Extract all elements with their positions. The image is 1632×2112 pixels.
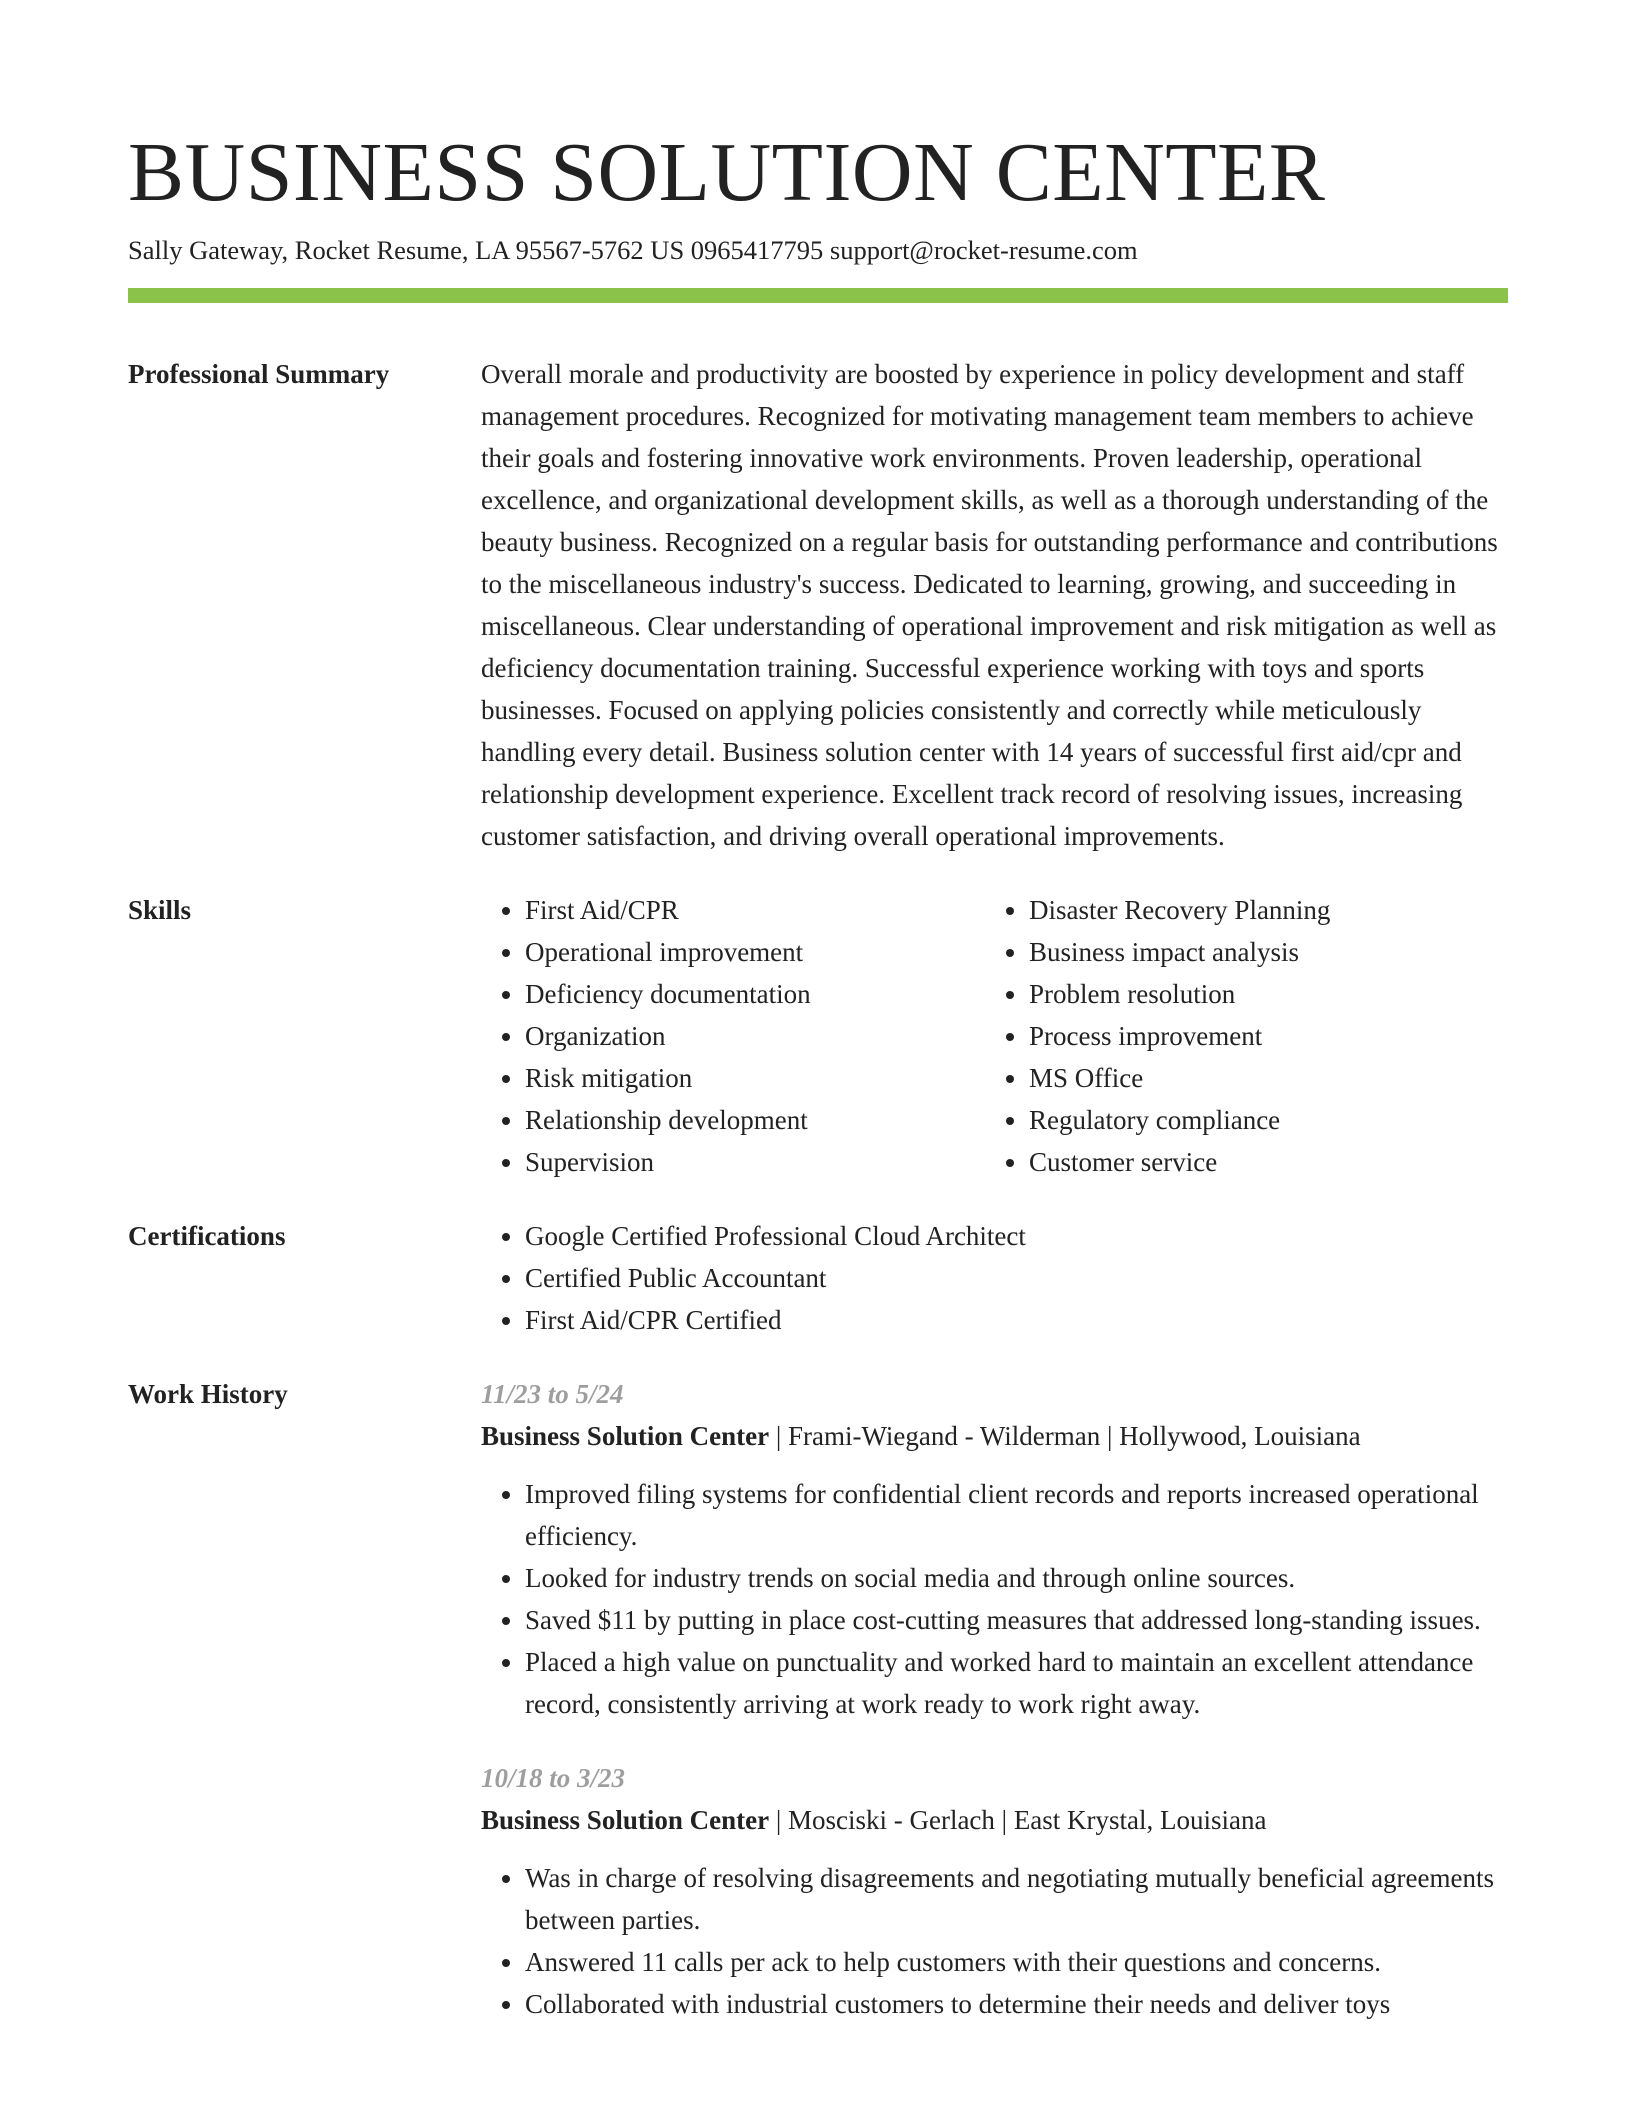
job-employer-location: | Mosciski - Gerlach | East Krystal, Louisiana	[769, 1805, 1267, 1835]
skill-item: • First Aid/CPR	[525, 889, 985, 931]
skills-list-right	[985, 889, 1529, 1183]
job-bullet: • Was in charge of resolving disagreements and negotiating mutually beneficial agreements between parties.	[525, 1857, 1508, 1941]
contact-line: Sally Gateway, Rocket Resume, LA 95567-5762 US 0965417795 support@rocket-resume.com	[128, 235, 1138, 265]
accent-rule	[128, 288, 1508, 303]
job-bullets	[481, 1857, 1508, 2025]
certification-item: • Google Certified Professional Cloud Architect	[525, 1215, 1508, 1257]
job-dates: 11/23 to 5/24	[481, 1379, 624, 1409]
skill-item: • Business impact analysis	[1029, 931, 1529, 973]
section-title-summary: Professional Summary	[128, 359, 390, 389]
certifications-section	[128, 1215, 1508, 1341]
skill-item: • Disaster Recovery Planning	[1029, 889, 1529, 931]
job-bullet: • Looked for industry trends on social media and through online sources.	[525, 1557, 1508, 1599]
skill-item: • Operational improvement	[525, 931, 985, 973]
skill-item: • MS Office	[1029, 1057, 1529, 1099]
resume-page	[128, 0, 1508, 2025]
job-entry	[481, 1757, 1508, 2025]
skill-item: • Organization	[525, 1015, 985, 1057]
job-dates: 10/18 to 3/23	[481, 1763, 626, 1793]
section-title-skills: Skills	[128, 895, 192, 925]
job-bullet: • Placed a high value on punctuality and worked hard to maintain an excellent attendance record, consistently arriving at work ready to work right away.	[525, 1641, 1508, 1725]
skill-item: • Regulatory compliance	[1029, 1099, 1529, 1141]
skill-item: • Deficiency documentation	[525, 973, 985, 1015]
summary-section	[128, 353, 1508, 857]
job-role: Business Solution Center	[481, 1805, 770, 1835]
certification-item: • Certified Public Accountant	[525, 1257, 1508, 1299]
certifications-list	[481, 1215, 1508, 1341]
job-bullets	[481, 1473, 1508, 1725]
job-heading	[481, 1415, 1508, 1457]
work-history-section	[128, 1373, 1508, 2025]
skill-item: • Problem resolution	[1029, 973, 1529, 1015]
summary-text: Overall morale and productivity are boosted by experience in policy development and staff management procedures. Recognized for motivating management team members to achieve their goals and fostering innovative work environments. Proven leadership, operational excellence, and organizational development skills, as well as a thorough understanding of the beauty business. Recognized on a regular basis for outstanding performance and contributions to the miscellaneous industry's success. Dedicated to learning, growing, and succeeding in miscellaneous. Clear understanding of operational improvement and risk mitigation as well as deficiency documentation training. Successful experience working with toys and sports businesses. Focused on applying policies consistently and correctly while meticulously handling every detail. Business solution center with 14 years of successful first aid/cpr and relationship development experience. Excellent track record of resolving issues, increasing customer satisfaction, and driving overall operational improvements.	[481, 359, 1498, 851]
skills-section	[128, 889, 1508, 1183]
section-title-certifications: Certifications	[128, 1221, 286, 1251]
skill-item: • Process improvement	[1029, 1015, 1529, 1057]
job-entry	[481, 1373, 1508, 1725]
skill-item: • Customer service	[1029, 1141, 1529, 1183]
skill-item: • Relationship development	[525, 1099, 985, 1141]
skill-item: • Risk mitigation	[525, 1057, 985, 1099]
certification-item: • First Aid/CPR Certified	[525, 1299, 1508, 1341]
skills-list-left	[481, 889, 985, 1183]
skill-item: • Supervision	[525, 1141, 985, 1183]
job-bullet: • Answered 11 calls per ack to help customers with their questions and concerns.	[525, 1941, 1508, 1983]
job-role: Business Solution Center	[481, 1421, 770, 1451]
section-title-work-history: Work History	[128, 1379, 288, 1409]
job-bullet: • Saved $11 by putting in place cost-cutting measures that addressed long-standing issues.	[525, 1599, 1508, 1641]
job-bullet: • Improved filing systems for confidential client records and reports increased operational efficiency.	[525, 1473, 1508, 1557]
job-heading	[481, 1799, 1508, 1841]
job-employer-location: | Frami-Wiegand - Wilderman | Hollywood, Louisiana	[769, 1421, 1361, 1451]
resume-name: BUSINESS SOLUTION CENTER	[128, 126, 1326, 219]
job-bullet: • Collaborated with industrial customers to determine their needs and deliver toys	[525, 1983, 1508, 2025]
